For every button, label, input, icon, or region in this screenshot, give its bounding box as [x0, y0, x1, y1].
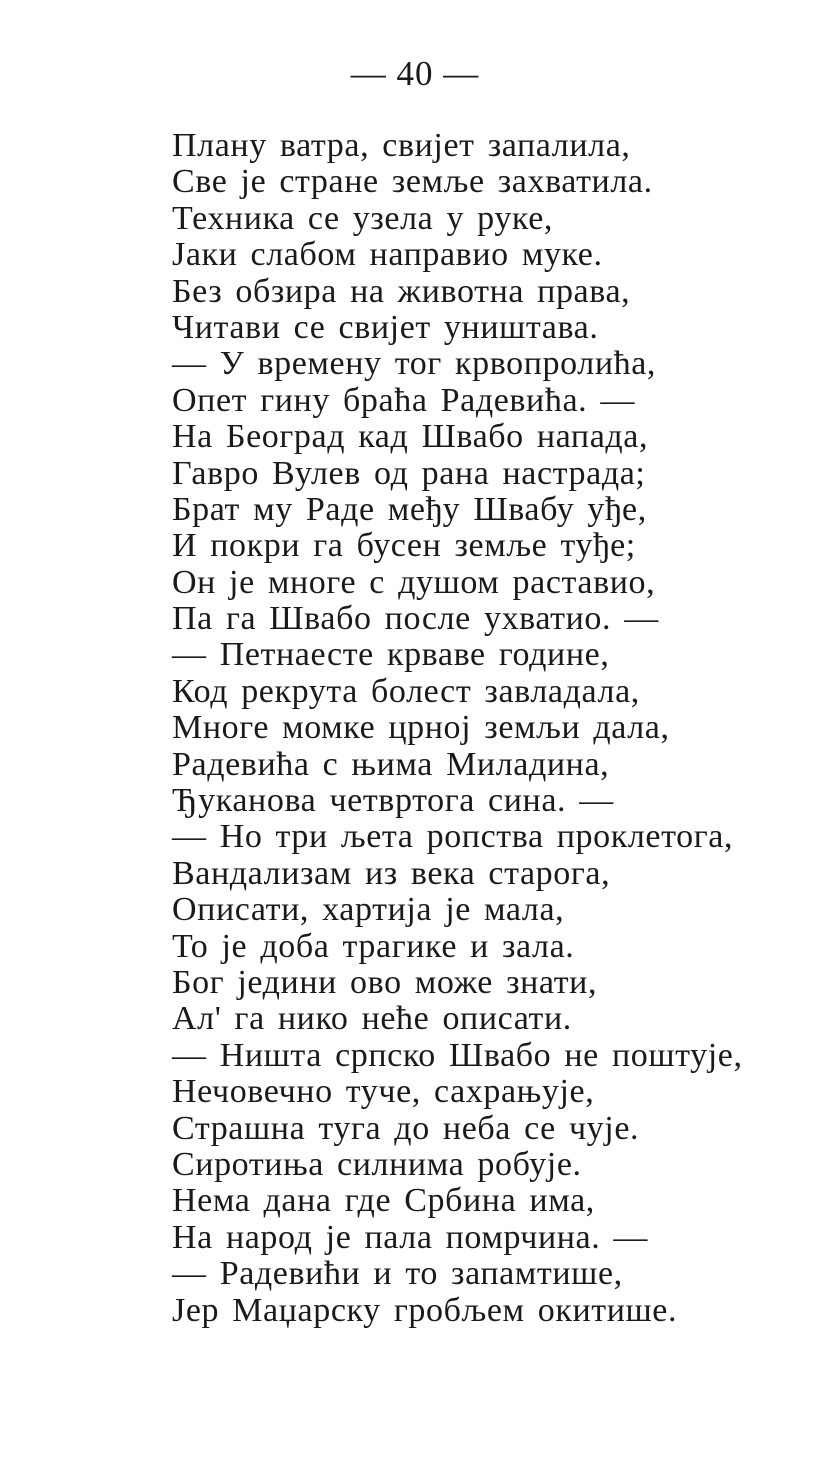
poem-text: [172, 128, 812, 1329]
poem-line: Описати, хартија је мала,: [172, 891, 565, 929]
poem-line: Јер Маџарску гробљем окитише.: [172, 1291, 678, 1329]
poem-line: Сиротиња силнима робује.: [172, 1145, 582, 1183]
poem-line: Радевића с њима Миладина,: [172, 745, 610, 783]
page-number: — 40 —: [350, 54, 480, 93]
poem-line: Многе момке црној земљи дала,: [172, 709, 670, 747]
poem-line: — Петнаесте крваве године,: [172, 636, 610, 674]
poem-line: На Београд кад Швабо напада,: [172, 418, 649, 456]
poem-line: Код рекрута болест завладала,: [172, 672, 640, 710]
poem-line: Он је многе с душом раставио,: [172, 563, 656, 601]
poem-line: Бог једини ово може знати,: [172, 963, 598, 1001]
poem-line: Нема дана где Србина има,: [172, 1182, 595, 1220]
poem-line: Плану ватра, свијет запалила,: [172, 127, 631, 164]
poem-line: Техника се узела у руке,: [172, 199, 553, 237]
poem-line: — Радевићи и то запамтише,: [172, 1255, 623, 1293]
poem-line: Све је стране земље захватила.: [172, 163, 653, 201]
poem-line: Страшна туга до неба се чује.: [172, 1109, 640, 1147]
poem-line: Гавро Вулев од рана настрада;: [172, 454, 646, 492]
poem-line: Читави се свијет уништава.: [172, 308, 599, 346]
poem-line: То је доба трагике и зала.: [172, 927, 575, 965]
poem-line: — Ништа српско Швабо не поштује,: [172, 1036, 743, 1074]
poem-line: Опет гину браћа Радевића. —: [172, 381, 635, 419]
poem-line: — У времену тог крвопролића,: [172, 345, 657, 383]
poem-line: — Но три љета ропства проклетога,: [172, 818, 734, 856]
poem-line: И покри га бусен земље туђе;: [172, 527, 636, 565]
poem-line: Без обзира на животна права,: [172, 272, 631, 310]
poem-line: Ал' га нико неће описати.: [172, 1000, 572, 1038]
poem-line: Па га Швабо после ухватио. —: [172, 600, 659, 638]
poem-line: Вандализам из века старога,: [172, 854, 611, 892]
poem-line: На народ је пала помрчина. —: [172, 1218, 649, 1256]
poem-line: Јаки слабом направио муке.: [172, 236, 603, 274]
poem-line: Нечовечно туче, сахрањује,: [172, 1073, 595, 1111]
poem-line: Брат му Раде међу Швабу уђе,: [172, 490, 647, 528]
poem-line: Ђуканова четвртога сина. —: [172, 782, 614, 820]
